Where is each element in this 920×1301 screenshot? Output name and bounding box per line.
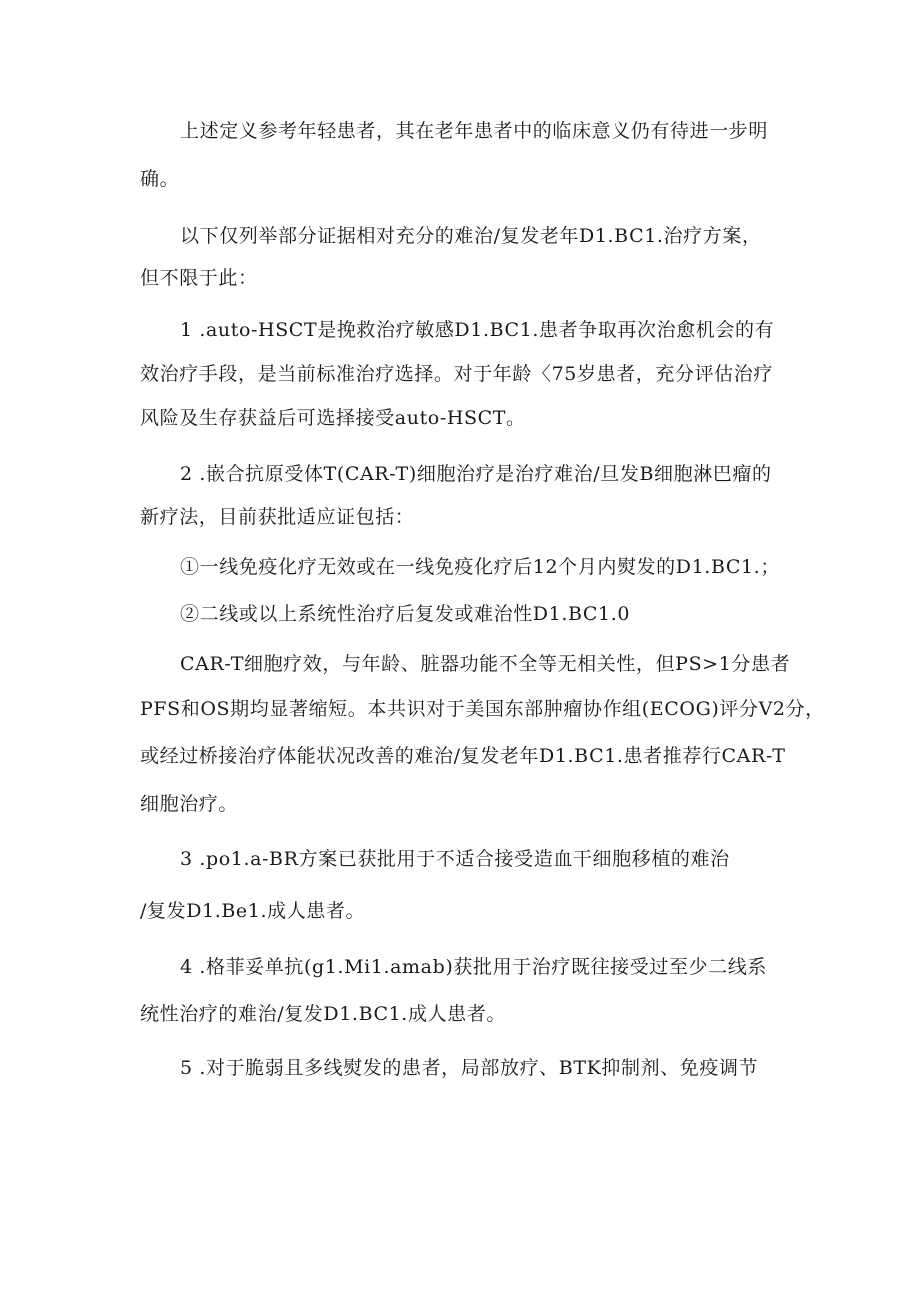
text-line: 但不限于此： [140, 267, 258, 289]
text-line: CAR-T细胞疗效，与年龄、脏器功能不全等无相关性，但PS>1分患者 [180, 653, 791, 675]
text-line: /复发D1.Be1.成人患者。 [140, 900, 366, 922]
text-line: 效治疗手段，是当前标准治疗选择。对于年龄〈75岁患者，充分评估治疗 [140, 363, 773, 385]
text-line: 或经过桥接治疗体能状况改善的难治/复发老年D1.BC1.患者推荐行CAR-T [140, 745, 786, 767]
text-line: PFS和OS期均显著缩短。本共识对于美国东部肿瘤协作组(ECOG)评分V2分， [140, 698, 825, 720]
text-line: 2 .嵌合抗原受体T(CAR-T)细胞治疗是治疗难治/旦发B细胞淋巴瘤的 [180, 463, 772, 485]
text-line: 新疗法，目前获批适应证包括： [140, 506, 415, 528]
text-line: 3 .po1.a-BR方案已获批用于不适合接受造血干细胞移植的难治 [180, 848, 730, 870]
text-line: 以下仅列举部分证据相对充分的难治/复发老年D1.BC1.治疗方案， [180, 225, 762, 247]
text-line: 5 .对于脆弱且多线熨发的患者，局部放疗、BTK抑制剂、免疫调节 [180, 1057, 759, 1079]
text-line: 确。 [140, 168, 180, 190]
text-line: 风险及生存获益后可选择接受auto-HSCT。 [140, 407, 526, 429]
text-line: 统性治疗的难治/复发D1.BC1.成人患者。 [140, 1003, 506, 1025]
text-line: 细胞治疗。 [140, 793, 239, 815]
text-line: ①一线免疫化疗无效或在一线免疫化疗后12个月内熨发的D1.BC1.； [180, 556, 780, 578]
text-line: 上述定义参考年轻患者，其在老年患者中的临床意义仍有待进一步明 [180, 120, 769, 142]
text-line: ②二线或以上系统性治疗后复发或难治性D1.BC1.0 [180, 603, 631, 625]
text-line: 1 .auto-HSCT是挽救治疗敏感D1.BC1.患者争取再次治愈机会的有 [180, 319, 775, 341]
text-line: 4 .格菲妥单抗(g1.Mi1.amab)获批用于治疗既往接受过至少二线系 [180, 956, 767, 978]
